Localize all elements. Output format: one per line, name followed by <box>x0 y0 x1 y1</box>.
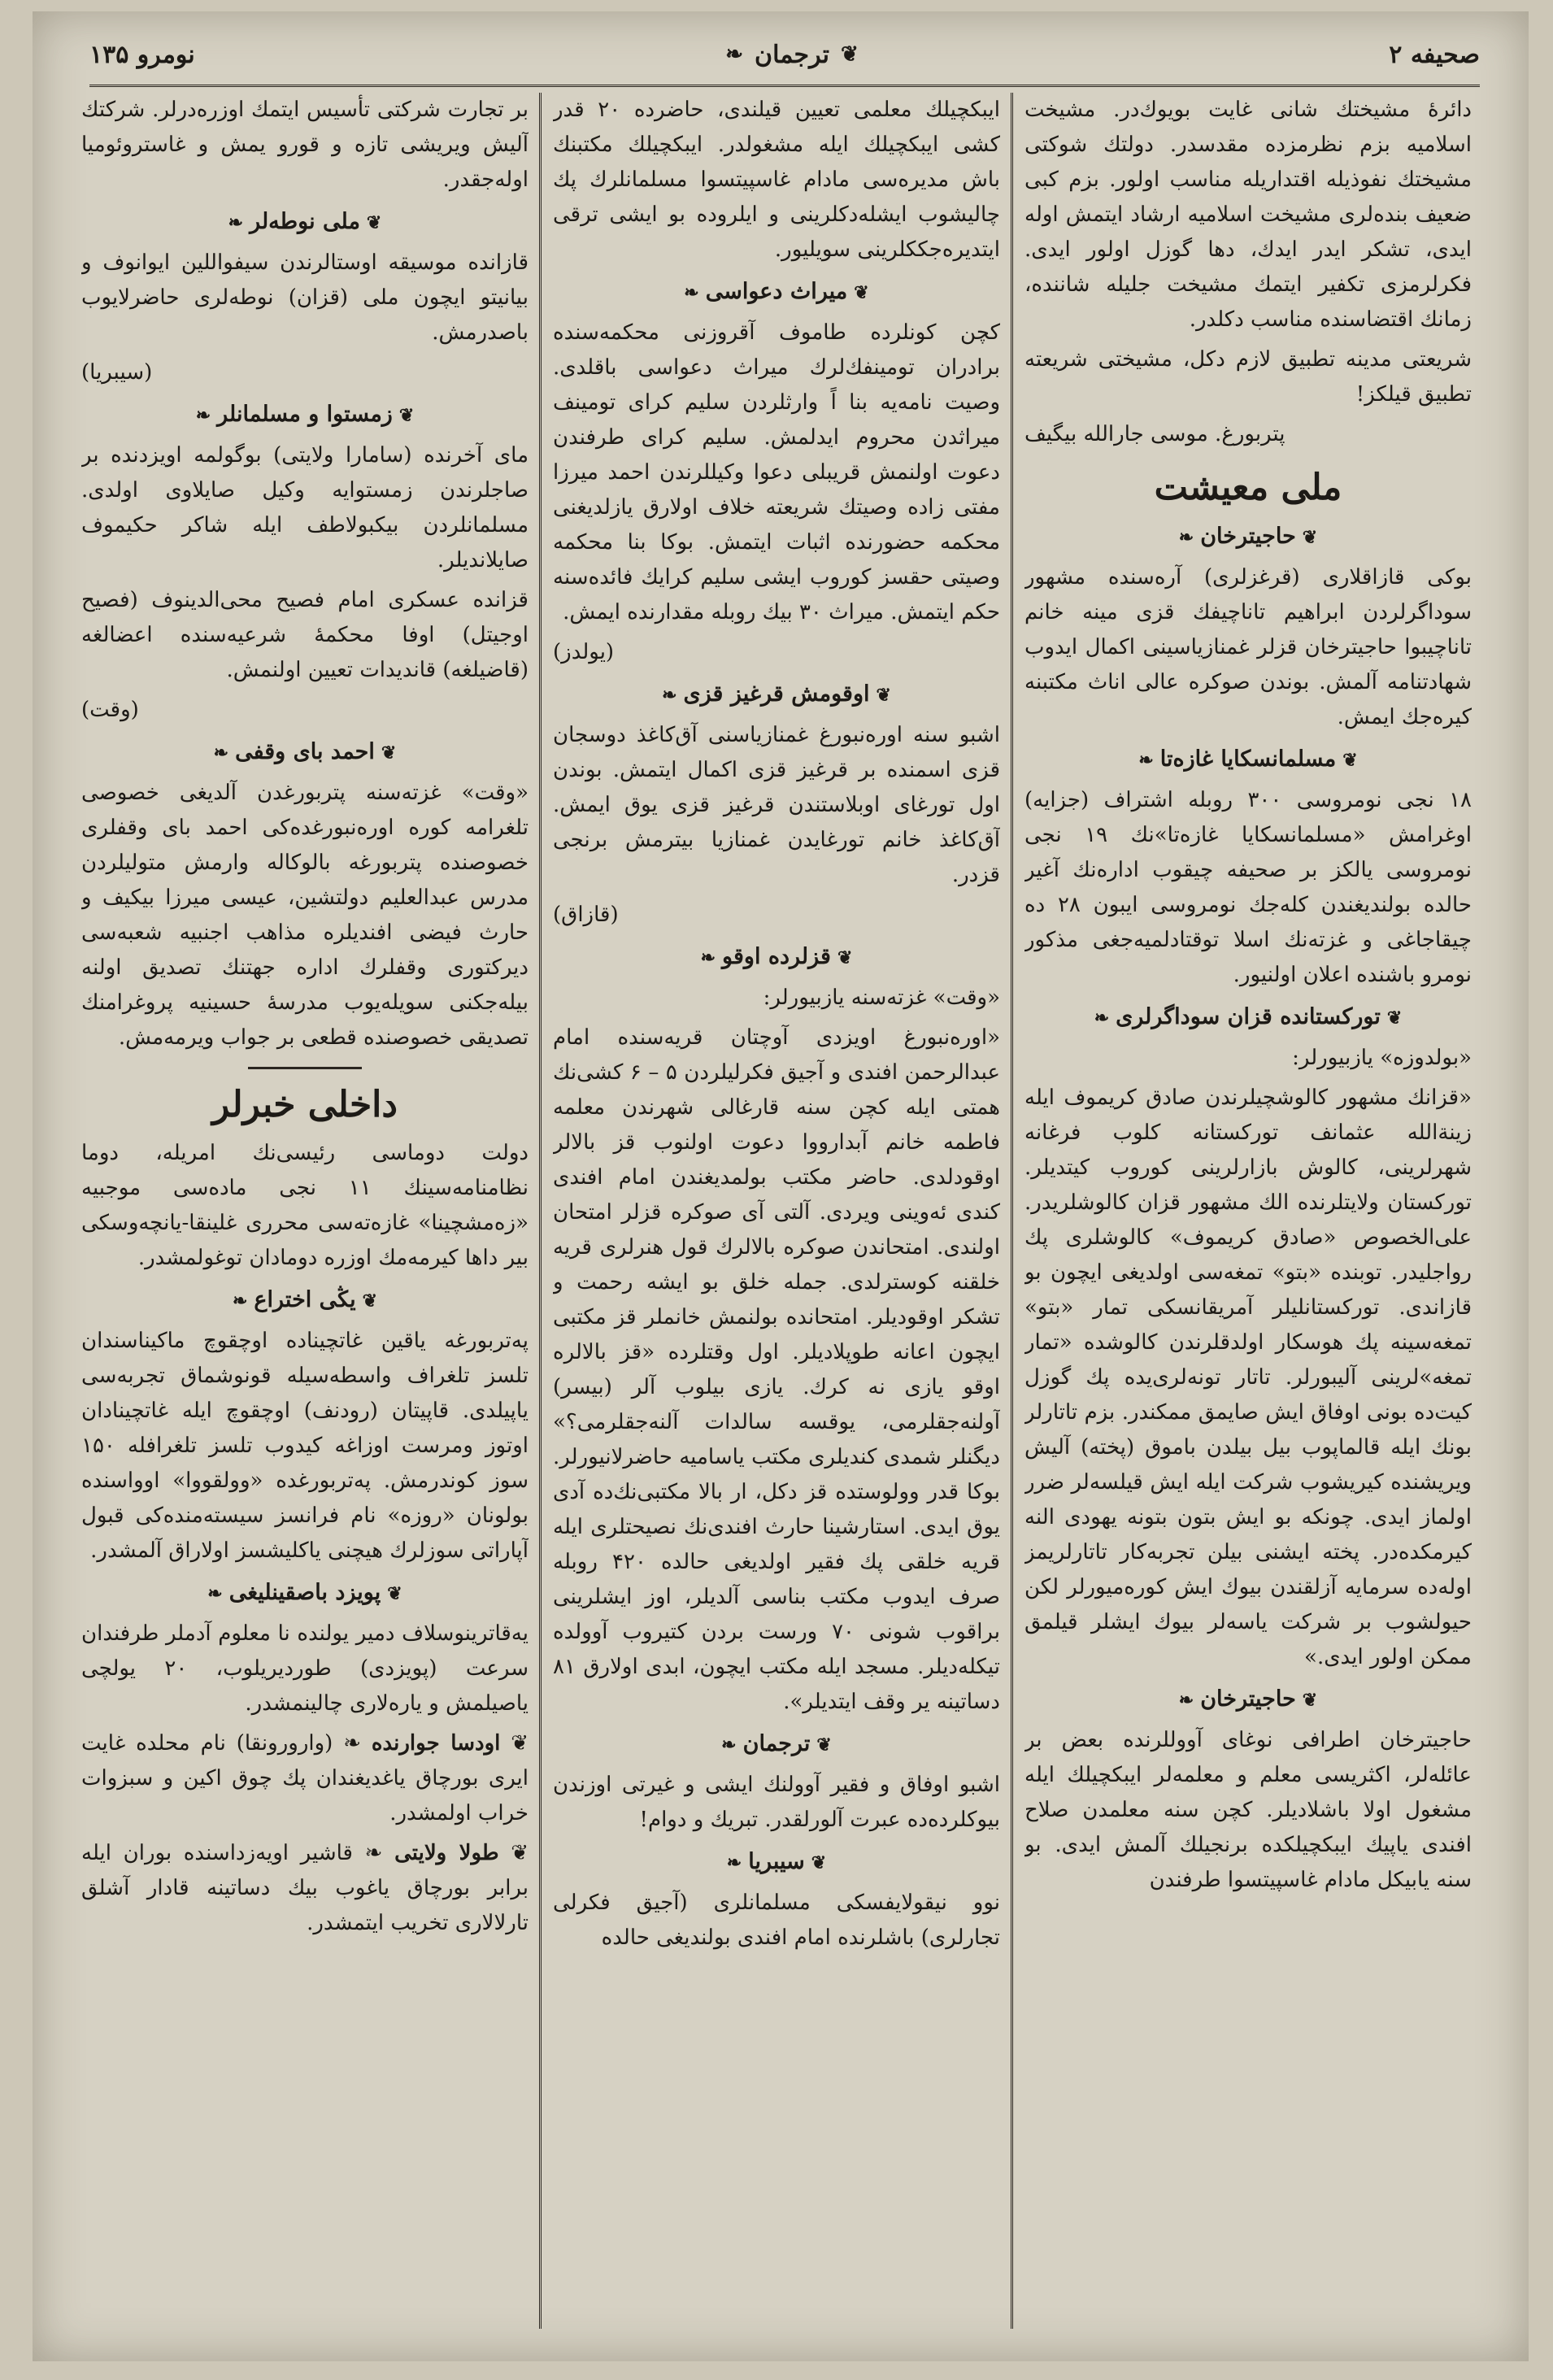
ornament-icon: ❦ <box>366 212 382 233</box>
article-body: ۱۸ نجی نومروسی ۳۰۰ روبله اشتراف (جزایه) اوغرامش «مسلمانسكایا غازه‌تا»نك ۱۹ نجی نومروسی یالكز بر صحیفه چیقوب اداره‌نك آغیر حالده بولندیغندن كله‌جك نومروسی ایبون ۲۸ ده چیقاجاغی و غزته‌نك اسلا توقتادلمیه‌جغی مذكور نومرو باشنده اعلان اولنیور. <box>1024 788 1472 987</box>
article-heading: ❦پویزد باصقینلیغی❧ <box>207 1580 402 1605</box>
ornament-icon: ❧ <box>1138 750 1154 771</box>
article-heading: ❦یڭی اختراع❧ <box>232 1287 378 1312</box>
ornament-icon: ❦ <box>511 1731 529 1756</box>
ornament-icon: ❧ <box>700 947 716 968</box>
article-signature: پتربورغ. موسی جارالله بیگیف <box>1024 422 1285 446</box>
ornament-icon: ❦ <box>811 1852 827 1873</box>
ornament-icon: ❧ <box>725 42 744 67</box>
article-body: په‌تربورغه یاقین غاتچیناده اوچقوچ ماكیناسندان تلسز تلغراف واسطه‌سیله قونوشماق تجربه‌سی یاپیلدی. قاپیتان (رودنف) اوچقوچ ایله غاتچینادان اوتوز ومرست اوزاغه كیدوب تلسز تلغرافله ۱۵۰ سوز كوندرمش. په‌تربورغده «وولقووا» اوواسنده بولونان «روزه» نام فرانسز سیسته‌منده‌كی قبول آپاراتی سوزلرك هیچنی یاكلیشسز اولاراق آلمشدر. <box>81 1329 529 1563</box>
ornament-icon: ❦ <box>387 1583 402 1604</box>
article-heading: ❦توركستانده قزان سوداگرلری❧ <box>1094 1004 1403 1029</box>
ornament-icon: ❧ <box>1178 527 1194 548</box>
article-lead: «وقت» غزته‌سنه یازبیورلر: <box>763 986 1000 1010</box>
ornament-icon: ❦ <box>876 685 891 706</box>
ornament-icon: ❧ <box>1094 1007 1110 1029</box>
article-lead: «بولدوزه» یازبیورلر: <box>1292 1046 1472 1070</box>
ornament-icon: ❧ <box>232 1290 248 1312</box>
page-number: صحیفه ۲ <box>1389 40 1480 69</box>
article-body: «وقت» غزته‌سنه پتربورغدن آلدیغی خصوصی تلغرامه كوره اوره‌نبورغده‌كی احمد بای وقفلری خصوصنده پتربورغه بالوكاله وارمش متولیلردن مدرس عبدالعلیم دولتشین، عیسی میرزا بیكیف و حارث فیضی افندیلره مذاهب اجنبیه شعبه‌سی دیركتوری وقفلرك اداره جهتنك تصدیق اولنه بیله‌جكنی سویله‌یوب مدرسهٔ حسینیه پروغرامنك تصدیقی خصوصنده قطعی بر جواب ویرمه‌مش. <box>81 781 529 1050</box>
article-body: ❦ اودسا جوارنده ❧ (وارورونقا) نام محلده غایت ایری بورچاق یاغدیغندان پك چوق اكین و سبزوات خراب اولمشدر. <box>81 1731 529 1825</box>
article-body: حاجیترخان اطرافی نوغای آووللرنده بعض بر عائله‌لر، اكثریسی معلم و معلمه‌لر ایبكچیلك ایله مشغول اولا باشلادیلر. كچن سنه معلمدن صلاح افندی یاپیك ایبكچیلكده برنجیلك آلمش ایدی. بو سنه یابیكل مادام غاسپیتسوا طرفندن <box>1024 1728 1472 1892</box>
issue-number: نومرو ۱۳۵ <box>89 40 195 69</box>
article-paragraph: بر تجارت شركتی تأسیس ایتمك اوزره‌درلر. شركتك آلیش ویریشی تازه و قورو یمش و غاستروئومیا اوله‌جقدر. <box>81 98 529 192</box>
article-body: «قزانك مشهور كالوشچیلرندن صادق كریموف ایله زینة‌الله عثمانف توركستانه كلوب فرغانه شهرلرینی، كالوش بازارلرینی كوروب كیتدیلر. توركستان ولایتلرنده الك مشهور قزان كالوشلریدر. علی‌الخصوص «صادق كریموف» كالوشلری پك رواجلیدر. توبنده «بتو» تمغه‌سی اولدیغی ایچون بو قازاندی. توركستانلیلر آمریقانسكی تمار «بتو» تمغه‌سینه پك هوسكار اولدقلرندن كالوشده «تمار تمغه»لرینی آلیبورلر. تاتار تونه‌لری‌یده پك گوزل كیت‌ده بونی اوفاق ایش صایمق ممكندر. بزم تاتارلر بونك ایله قالماپوب بیل بیلدن باموق (پخته) آلیش ویریشنده كیریشوب شركت ایله ایش قیلسه‌لر ضرر اولماز ایدی. چونكه بو ایش بتون بتونه یهودی النه كیرمكده‌در. پخته ایشنی بیلن تجربه‌كار تاتارلریمز اوله‌ده سرمایه آزلقندن بیوك ایش كوره‌میورلر لكن حیولشوب بر شركت یاسه‌لر بیوك ایشلر قیلمق ممكن اولور ایدی.» <box>1024 1086 1472 1669</box>
ornament-icon: ❦ <box>1302 1690 1318 1711</box>
section-separator <box>248 1067 362 1069</box>
masthead <box>725 41 859 69</box>
ornament-icon: ❧ <box>1178 1690 1194 1711</box>
column-divider <box>539 93 542 2329</box>
article-body: كچن كونلرده طاموف آقروزنی محكمه‌سنده برادران تومینفك‌لرك میراث دعواسی باقلدی. وصیت نامه‌یه بنا اً وارثلردن سلیم كرای تومینف میراثدن محروم ایدلمش. سلیم كرای طرفندن دعوت اولنمش قریبلی دعوا وكیللرندن احمد میرزا مفتی زاده وصیتك شریعته خلاف اولارق یازلدیغنی محكمه حضورنده اثبات ایتمش. بوكا بنا محكمه وصیتی حقسز كوروب ایشی سلیم كرايك فائده‌سنه حكم ایتمش. میراث ۳۰ بیك روبله مقدارنده ایمش. <box>553 320 1000 624</box>
ornament-icon: ❧ <box>207 1583 223 1604</box>
ornament-icon: ❦ <box>398 405 415 426</box>
article-heading: ❦زمستوا و مسلمانلر❧ <box>195 402 415 427</box>
page-header <box>89 26 1480 83</box>
article-heading: ❦حاجیترخان❧ <box>1178 524 1318 549</box>
article-source: (سیبریا) <box>81 360 153 385</box>
paper-name: ترجمان <box>755 40 829 69</box>
ornament-icon: ❦ <box>1386 1007 1403 1029</box>
ornament-icon: ❧ <box>195 405 211 426</box>
article-heading: ❦میراث دعواسی❧ <box>684 279 869 304</box>
article-heading: ❦احمد بای وقفی❧ <box>213 739 397 764</box>
ornament-icon: ❦ <box>1342 750 1358 771</box>
article-body: بوكی قازاقلاری (قرغزلری) آره‌سنده مشهور سوداگرلردن ابراهیم تاناچیفك قزی مینه خانم تاناچیبوا حاجیترخان قزلر غمنازیاسینی اكمال ایدوب شهادتنامه آلمش. بوندن صوكره عالی اناث مكتبنه كیره‌جك ایمش. <box>1024 565 1472 729</box>
article-body: مای آخرنده (سامارا ولایتی) بوگولمه اویزدنده بر صاجلرندن زمستوایه وكیل صایلاوی اولدی. مسلمانلردن بیكبولاطف ایله شاكر حكیموف صایلاندیلر. <box>81 443 529 572</box>
article-body: اشبو اوفاق و فقیر آوولنك ایشی و غیرتی اوزندن بیوكلرده‌ده عبرت آلورلقدر. تبریك و دوام! <box>553 1773 1000 1832</box>
article-paragraph: شریعتی مدینه تطبیق لازم دكل، مشیختی شریعته تطبیق قیلكز! <box>1024 347 1472 407</box>
article-source: (یولدز) <box>553 640 615 664</box>
article-body: اشبو سنه اوره‌نبورغ غمنازیاسنی آق‌كاغذ دوسجان قزی اسمنده بر قرغیز قزی اكمال ایتمش. بوندن اول تورغای اوبلاستندن قرغیز قزی یوق ایمش. آق‌كاغذ خانم تورغایدن غمنازیا بیترمش برنجی قزدر. <box>553 723 1000 887</box>
article-body: یه‌قاترینوسلاف دمیر یولنده نا معلوم آدملر طرفندان سرعت (پویزدی) طوردیریلوب، ۲۰ یولچی یاصیلمش و یاره‌لاری چالینمشدر. <box>81 1621 529 1716</box>
column-middle <box>553 93 1000 2329</box>
article-body: نوو نیقولایفسكی مسلمانلری (آجیق فكرلی تجارلری) باشلرنده امام افندی بولندیغی حالده <box>553 1891 1000 1950</box>
article-heading: ❦اوقومش قرغیز قزی❧ <box>662 681 891 707</box>
ornament-icon: ❦ <box>841 42 859 67</box>
ornament-icon: ❧ <box>343 1731 361 1756</box>
ornament-icon: ❧ <box>726 1852 742 1873</box>
ornament-icon: ❦ <box>381 742 397 764</box>
ornament-icon: ❧ <box>364 1841 383 1865</box>
ornament-icon: ❦ <box>816 1734 832 1756</box>
article-heading: ❦ترجمان❧ <box>721 1731 832 1756</box>
ornament-icon: ❦ <box>854 282 869 303</box>
article-body: «اوره‌نبورغ اویزدی آوچتان قریه‌سنده امام عبدالرحمن افندی و آجیق فكرلیلردن ۵ – ۶ كشی‌نك همتی ایله كچن سنه قارغالی شهرندن معلمه فاطمه خانم آبدارووا دعوت اولنوب قز بالالر اوقودلدی. حاضر مكتب بولمدیغندن امام افندی كندی ئه‌وینی ویردی. آلتی آی صوكره قزلر امتحان اولندی. امتحاندن صوكره بالالرك قول هنرلری قریه خلقنه كوسترلدی. جمله خلق بو ایشه رحمت و تشكر اوقودیلر. امتحانده بولنمش خانملر قز مكتبی ایچون اعانه طوپلادیلر. اول وقتلرده «قز بالالره اوقو یازی نه كرك. یازی بیلوب آلر (بیسر) آولنه‌جقلرمی، یوقسه سالدات آلنه‌جقلرمی؟» دیگنلر شمدی كندیلری مكتب یاسامیه حاضرلانیورلر. بوكا قدر وولوستده قز دكل، ار بالا مكتبی‌نك‌ده آدی یوق ایدی. استارشینا حارث افندی‌نك نصیحتلری ایله قریه خلقی پك فقیر اولدیغی حالده ۴۲۰ روبله صرف ایدوب مكتب بناسی آلدیلر، اوز ایشلرینی براقوب شونی ۷۰ ورست بردن كتیروب آوولده تیكله‌دیلر. مسجد ایله مكتب ایچون، ابدی اولارق ۸۱ دساتینه یر وقف ایتدیلر». <box>553 1025 1000 1714</box>
article-source: (قازاق) <box>553 903 619 927</box>
ornament-icon: ❦ <box>511 1841 529 1865</box>
article-paragraph: ایبكچیلك معلمی تعیین قیلندی، حاضرده ۲۰ قدر كشی ایبكچیلك ایله مشغولدر. ایبكچیلك مكتبنك باش مدیره‌سی مادام غاسپیتسوا مسلمانلرك پك چالیشوب ایشله‌دكلرینی و ایلروده بو ایشی ترقی ایتدیره‌جككلرینی سویلیور. <box>553 98 1000 262</box>
article-heading: ❦حاجیترخان❧ <box>1178 1686 1318 1712</box>
ornament-icon: ❧ <box>721 1734 737 1756</box>
article-heading: ❦مسلمانسكایا غازه‌تا❧ <box>1138 746 1358 772</box>
ornament-icon: ❧ <box>662 685 677 706</box>
column-divider <box>1011 93 1013 2329</box>
ornament-icon: ❦ <box>1302 527 1318 548</box>
header-rule <box>89 85 1480 87</box>
article-body: قازانده موسیقه اوستالرندن سیفواللین ایوانوف و بیانیتو ایچون ملی (قزان) نوطه‌لری حاضرلایوب باصدرمش. <box>81 250 529 345</box>
column-left <box>81 93 529 2329</box>
article-heading: ❦قزلرده اوقو❧ <box>700 944 853 969</box>
ornament-icon: ❧ <box>228 212 244 233</box>
article-body: قزانده عسكری امام فصیح محی‌الدینوف (فصیح اوجیتل) اوفا محكمهٔ شرعیه‌سنده اعضالغه (قاضیلغه) قاندیدات تعیین اولنمش. <box>81 588 529 682</box>
column-right <box>1024 93 1472 2329</box>
article-body: ❦ طولا ولایتی ❧ قاشیر اویه‌زداسنده بوران ایله برابر بورچاق یاغوب بیك دساتینه قادار آشلق تارلالاری تخریب ایتمشدر. <box>81 1841 529 1935</box>
ornament-icon: ❧ <box>684 282 699 303</box>
article-paragraph: دولت دوماسی رئیسی‌نك امریله، دوما نظامنامه‌سینك ۱۱ نجی ماده‌سی موجبیه «زه‌مشچینا» غازه‌ته‌سی محرری غلینقا-یانچه‌وسكی بیر داها كیرمه‌مك اوزره دومادان توغولمشدر. <box>81 1141 529 1270</box>
newspaper-page <box>33 11 1529 2361</box>
article-heading: ❦ملی نوطه‌لر❧ <box>228 209 382 234</box>
article-heading: ❦سیبریا❧ <box>726 1849 827 1874</box>
ornament-icon: ❧ <box>213 742 229 764</box>
ornament-icon: ❦ <box>837 947 853 968</box>
article-source: (وقت) <box>81 698 139 722</box>
article-paragraph: دائرهٔ مشیختك شانی غایت بویوك‌در. مشیخت اسلامیه بزم نظرمزده مقدسدر. دولتك شوكتی مشیختك نفوذیله اقتداریله مناسب اولور. بزم كبی ضعیف بنده‌لری مشیخت اسلامیه ارشاد ایتمش اوله ایدی، تشكر ایدر ایدك، دها گوزل اولور ایدی. فكرلرمزی تكفیر ایتمك مشیخت جلیله شاننده، زمانك اقتضاسنده مناسب دكلدر. <box>1024 98 1472 332</box>
section-title: داخلی خبرلر <box>211 1084 398 1125</box>
ornament-icon: ❦ <box>362 1290 378 1312</box>
section-title: ملی معیشت <box>1154 467 1342 508</box>
